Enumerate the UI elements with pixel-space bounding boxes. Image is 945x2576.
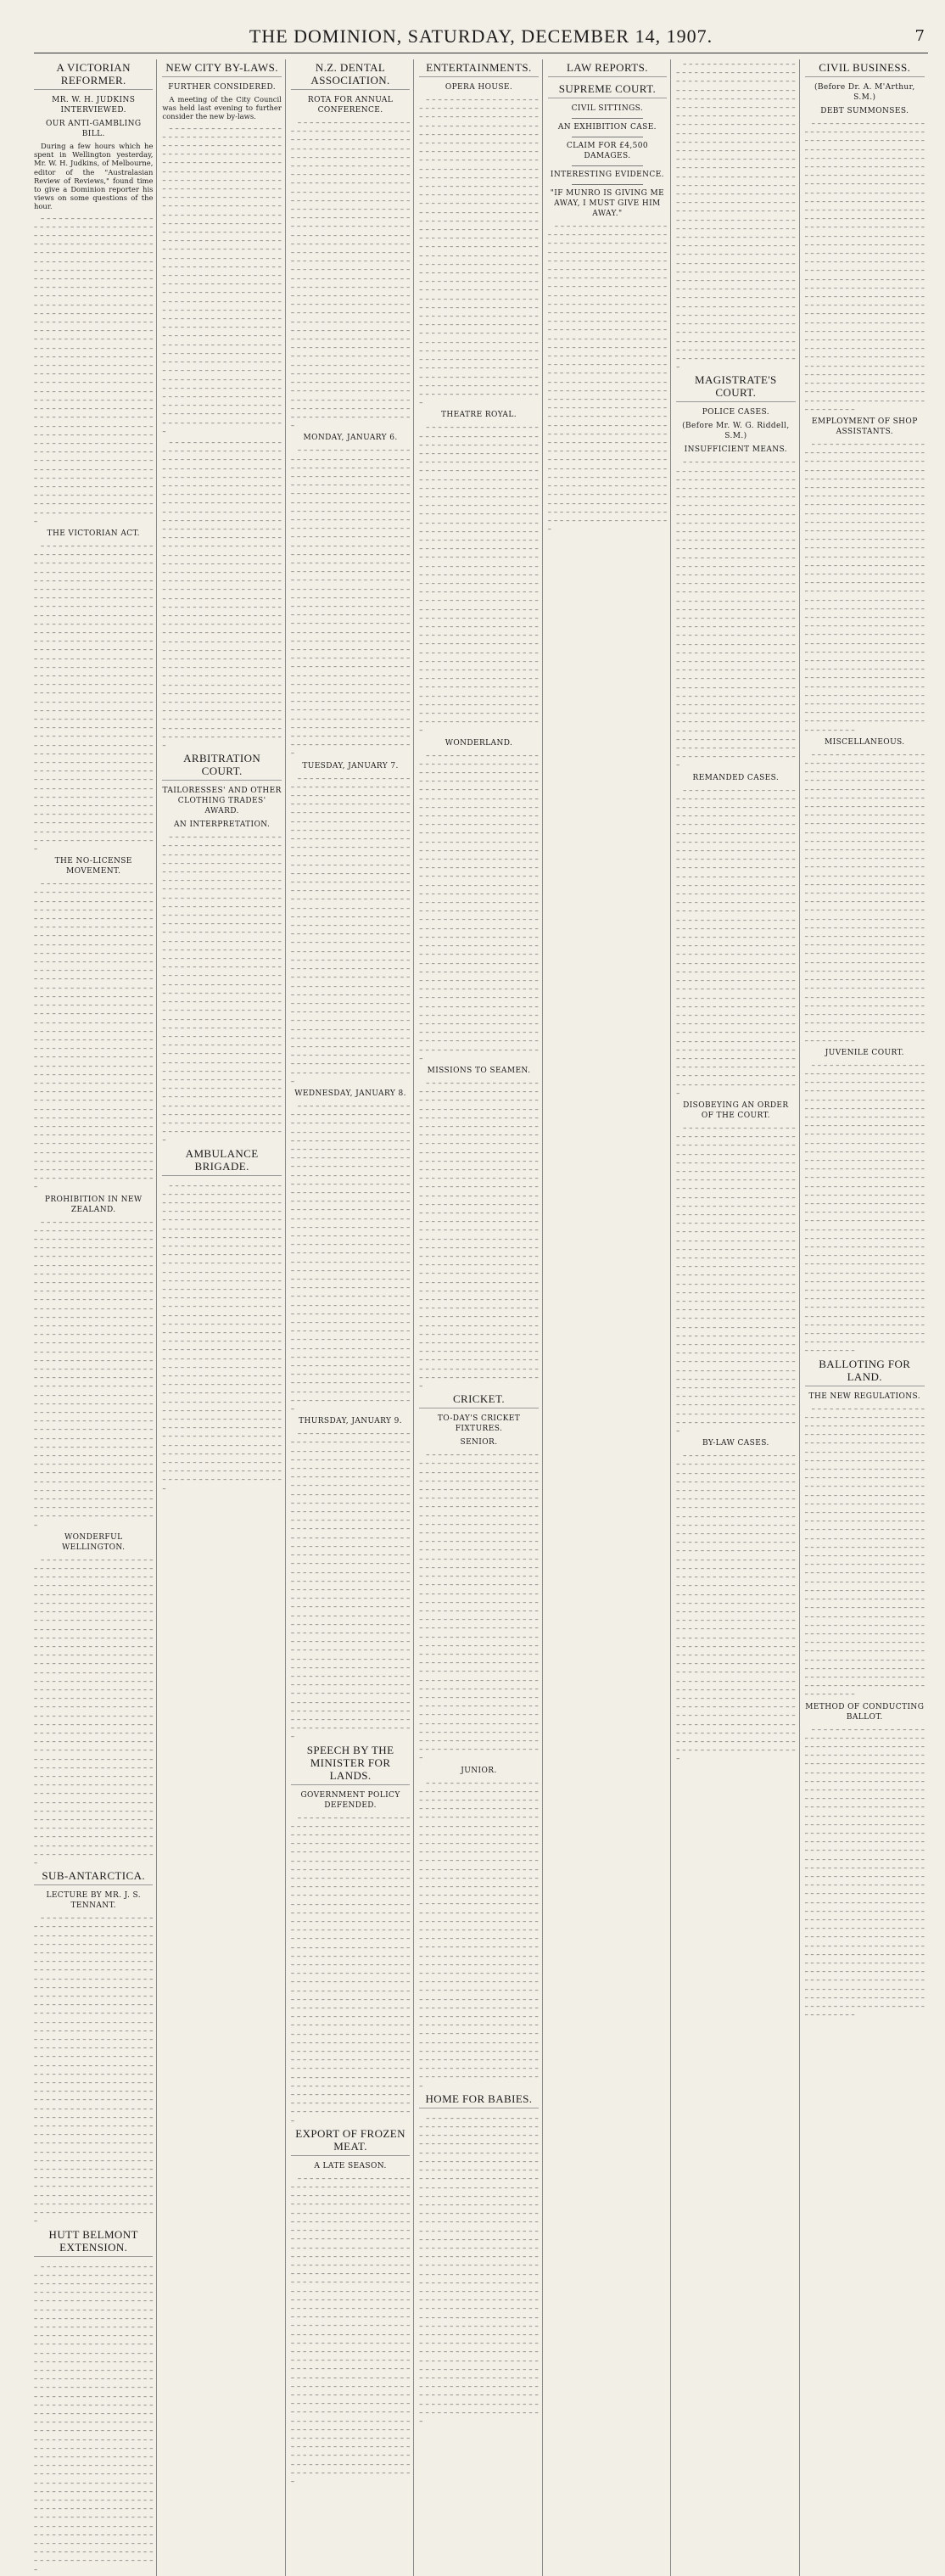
subhead-wonderful-wellington: WONDERFUL WELLINGTON. xyxy=(62,1532,126,1552)
subhead-further-considered: FURTHER CONSIDERED. xyxy=(168,83,277,92)
headline-sub-antarctica: SUB-ANTARCTICA. xyxy=(34,1869,153,1885)
subhead-bylaw-cases: BY-LAW CASES. xyxy=(702,1439,769,1448)
subhead-prohibition: PROHIBITION IN NEW ZEALAND. xyxy=(44,1195,143,1214)
headline-minister-speech: SPEECH BY THE MINISTER FOR LANDS. xyxy=(291,1744,410,1785)
subhead-wednesday: WEDNESDAY, JANUARY 8. xyxy=(294,1089,406,1098)
subhead-civil-sittings: CIVIL SITTINGS. xyxy=(571,104,644,113)
column-1 xyxy=(34,59,157,2576)
headline-home-for-babies: HOME FOR BABIES. xyxy=(419,2092,538,2108)
body-text: – – – – – – – – – – – – – – – – – – – – – – – – – – – – – – – – – – – – – – – – – – – – – – – – – – – – – – – – – – – – – – – – – – – – – – – – – – – – – – – – – – – – – – – – – – – – – – – – – – – – – – – – – – – – – – – – – – – – – – – – – – – – – – – – – – – – – – – – – – – – – – – – – – – – – – – – – – – – – – – – – – – – – – – – – – – – – – – – – – – – – – – – – – – – – – – – – – – – – – – – – – – – – – – – – – – – – – – – – – – – – – – – – – – – – – – – – – – – – – – – – – – – – – – – – – – – – – – – – – – – – – – – – – – – – – – – – – – – – – – – – – – – – – – – – – – – – – – – – – – – – – – – – – – – – – – – – – – – – – – – – – – – – – – – – – – – – – – – – – – – – – – – – – – – – – – – – – – – – – – – – – – – – – – – – – – – – – – – – – – – – – – – – – – – – – – – – – – – – – – – – – – – – – – – – – – – – – – – – – – – – – – – – – – – – – – – – – – – – – – – – – – – – – – – – – – – – – – – – – – – – – – – – – – – – – – – – – – – – – – – – – – – – – – – – – – – – – – – – – – – – – – – – – – – – – – – – – – – – – – – – – – – – – – – – – – – – – – – – – – – – – – – – – – – – – – – – – – – – – – – – – – – – – – – – – – – – – – – – – – – – – – – – – – – – – – – – – – – – – – – – – – – – – – – – – – – – – – – – – – – – – – – – – – – – – – – – – – – – – – – – – – – – – – – – – – – – – – – – – – – – – – – – – – – – – – – – – – – – – – – – – – – – – – – – – – – – – – – – – – – xyxy=(162,832,282,1145)
body-text: – – – – – – – – – – – – – – – – – – – – – – – – – – – – – – – – – – – – – – – – – – – – – – – – – – – – – – – – – – – – – – – – – – – – – – – – – – – – – – – – – – – – – – – – – – – – – – – – – – – – – – – – – – – – – – – – – – – – – – – – – – – – – – – – – – – – – – – – – – – – – – – – – – – – – – – – – – – – – – – – – – – – – – – – – – – – – – – – – – – – – – – – – – – – – – – – – – – – – – – – – – – – – – – – – – – – – – – – – – – – – – – – – – – – – – – – – – – – – – – – – – – – – – – – – – – – – – – – – – – – – – – – – – – – – – – – – – – – – – – – – – – – – – – – – – – – – – – – – – – – – – – – – – – – – – – – – – – – – – – – – – – – – – – – – – – – – – – – – – – – – – – – – – – – – – – – – – – – – – – – – – – – – – – – – – – – – – – – – – – – – – – – – – – – – – – – – – – – – – – – – – – – – – – – – – – – – – – – – – – – – – – – – – – – – – – – – – – – – – – – – – – – – – – – – – – – – – – – – – – – – – – – – – – – – – – – – – – – – – – – – – – – – – – – – – – – – – – – – – – – – – – – – – – – – – – – – – – – – – – – – – – – – – – – – – – – – – – – – – – – – – – – – – – – – – – – – – – – – – – – – – – – – – – – – – – – – – – – – – – – – – – – – – – – – – – – – – – – – – – – – – – – – – – – – – – – – – – – – – – – – – – – – – – – – – – – – – – – – – – – – – – – – – – – – – – – – – – – – – – – – – – – – – – – – – – – – – – – – – – – – – – – – – – – – – – – – – – – – – – – xyxy=(419,95,539,407)
body-text: – – – – – – – – – – – – – – – – – – – – – – – – – – – – – – – – – – – – – – – – – – – – – – – – – – – – – – – – – – – – – – – – – – – – – – – – – – – – – – – – – – – – – – – – – – – – – – – – – – – – – – – – – – – – – – – – – – – – – – – – – – – – – – – – – – – – – – – – – – – – – – – – – – – – – – – – – – – – – – – – – – – – – – – – – – – – – – – – – – – – – – – – – – – – – – – – – – – – – – – – – – – – – – – – – – – – – – – – – – – – – – – – – – – – – – – – – – – – – – – – – – – – – – – – – – – – – – – – – – – – – – – – – – – – – – – – – – – – – – – – – – – – – – – – – – – – – – – – – – – – – – – – – – – – – – – – – – – – – – – – – – – – – – – – – – – – – – – – – – – – – – – – – – – – – – – – – – – – – – – – – – – – – – – – – – – – – – – – – – – – – – – – – – – – – – – – – – – – – – – – – – – – – – – – – – – – – – – – – – – – – – – – – – – – – – – – – – – – – – – – – – – – – – – – – – – – – – – – – – – – – – – – – – – – – – – – – – – – – – – – – – – – – – – – – – – – – – – – – – – – – – – – – – – – – – – – – – – – – – – – – – – – – – – – – – – – – – – – – – – – – – – – – – – – – – – – – – – – – – – – – – – – – – – – – – – – – – – – – – – – – – – – – – – – – – – – – – – – – – – – – – – – – – – – – – – – – – – – – – – – – – – – – – – – – – – – – – – – – – – – – – – – – – – – – – – – – – – – – – – – – – – – – – – – – – – – – – – – – – – – – – – – – – – – – – – – – – – – – – – – xyxy=(804,119,925,413)
subhead-policy-defended: GOVERNMENT POLICY DEFENDED. xyxy=(300,1790,400,1810)
body-text: – – – – – – – – – – – – – – – – – – – – – – – – – – – – – – – – – – – – – – – – – – – – – – – – – – – – – – – – – – – – – – – – – – – – – – – – – – – – – – – – – – – – – – – – – – – – – – – – – – – – – – – – – – – – – – – – – – – – – – – – – – – – – – – – – – – – – – – – – – – – – – – – – – – – – – – – – – – – – – – – – – – – – – – – – – – – – – – – – – – – – – – – – – – – – – – – – – – – – – – – – – – – – – – – – – – – – – – – – – – – – – – – – – – – – – – – – – – – – – – – – – – – – – – – – – – – – – – – – – – – – – – – – – – – – – – – – – – – – – – – – – – – – – – – – – – – – – – – – – – – – – – – – – – – – – – – – – – – – – – – – – – – – – – – – – – – – – – – – – – – – – – – – – – – – – – – – – – – – – – – – – – – – – – – – – – – – – – – – – – – – – – – – – – – – – – – – – – – – – – – – – – – – – – – – – – – – – – – – – – – – – – – – – – – – – – – – – – – – – – – – – – – – – – – – – – – – – – – – – – – – – – – – – – – – – – – – – – – – – – – – – – – – – – – – – – – – – – – – – – – – – – – – – – – – – – – – – – – – – – – – – – – – – – – – – – – – – – – – – – – – – – – – – – – – – – – – – – – – – – – – – – – – – – – – – – – – – – – – – – – – – – – – – – – – – – – – – – – – – – – – – – – – – – – – – – – – – – – – – – – – – – – – – – – – – – – – – – – – – – – – – – – – – – – – – – – – – – – – – – – – – – – – – – – – – – – – – – – – – – – – – – – – – – – – – – – – – – – – – – – xyxy=(34,879,154,1191)
subhead-debt-summonses: DEBT SUMMONSES. xyxy=(820,107,909,115)
headline-entertainments: ENTERTAINMENTS. xyxy=(419,61,538,77)
body-text: – – – – – – – – – – – – – – – – – – – – – – – – – – – – – – – – – – – – – – – – – – – – – – – – – – – – – – – – – – – – – – – – – – – – – – – – – – – – – – – – – – – – – – – – – – – – – – – – – – – – – – – – – – – – – – – – – – – – – – – – – – – – – – – – – – – – – – – – – – – – – – – – – – – – – – – – – – – – – – – – – – – – – – – – – – – – – – – – – – – – – – – – – – – – – – – – – – – – – – – – – – – – – – – – – – – – – – – – – – – – – – – – – – – – – – – – – – – – – – – – – – – – – – – – – – – – – – – – – – – – – – – – – – – – – – – – – – – – – – – – – – – – – – – – – – – – – – – – – – – – – – – – – – – – – – – – – – – – – – – – – – – – – – – – – – – – – – – – – – – – – – – – – – – – – – – – – – – – – – – – – – – – – – – – – – – – – – – – – – – – – – – – – – – – – – – – – – – – – – – – – – – – – – – – – – – – – – – – – – – – – – – – – – – – – – – – – – – – – – – – – – – – – – – – – – – – – – – – – – – – – – – – – – – – – – – – – – – – – – – – – – – – – – – – – – – – – – – – – – – – – – – – – – – – – – – – – – – – – – – – – – – – – – – – – – – – – – – – – – – – – – – – – – – – – – – – – – – – – – – – – – – – – – – – – – – – – – – – – – – – – – – – – – – – – – – – – – – – – – – – – – – – – – – – – – – – – – – – – – – – – – – – – – – – – – – – – – – – – – – – – – – – – – – – – – – – – – – – – – – – – – – – – – – – – – – – – – – – – – – – – – – – – – – – – – – – – – – – – – – – xyxy=(676,785,796,1097)
headline-balloting-for-land: BALLOTING FOR LAND. xyxy=(805,1358,925,1386)
body-text: – – – – – – – – – – – – – – – – – – – – – – – – – – – – – – – – – – – – – – – – – – – – – – – – – – – – – – – – – – – – – – – – – – – – – – – – – – – – – – – – – – – – – – – – – – – – – – – – – – – – – – – – – – – – – – – – – – – – – – – – – – – – – – – – – – – – – – – – – – – – – – – – – – – – – – – – – – – – – – – – – – – – – – – – – – – – – – – – – – – – – – – – – – – – – – – – – – – – – – – – – – – – – – – – – – – – – – – – – – – – – – – – – – – – – – – – – – – – – – – – – – – – – – – – – – – – – – – – – – – – – – – – – – – – – – – – – – – – – – – – – – – – – – – – – – – – – – – – – – – – – – – – – – – – – – – – – – – – – – – – – – – – – – – – – – – – – – – – – – – – – – – – – – – – – – – – – – – – – – – – – – – – – – – – – – – – – – – – – – – – – – – – – – – – – – – – – – – – – – – – – – – – – – – – – – – – – – – – – – – – – – – – – – – – – – – – – – – – – – – – – – – – – – – – – – – – – – – – – – – – – – – – – – – – – – – – – – – – – – – – – – – – – – – – – – – – – – – – – – – – – – – – – – – – – – – – – – – – – – – – – – – – – – – – – – – – – – – – – – – – – – – – – – – – – – – – – – – – – – – – – – – – – – – – – – – – – – – – – – – – – – – – – – – – – – – – – – – – – – – – – – – – – – – – – – – – – – – – – – – – – – – – – – – – – – – – – – – – – – – – – – – – – – – – – – – – – – – – – – – – – – – – – – – – – – – – – – – – – – – – – – – – – – – – – – – – – – – – – – – – xyxy=(804,749,925,1044)
divider xyxy=(572,165,643,166)
body-text: – – – – – – – – – – – – – – – – – – – – – – – – – – – – – – – – – – – – – – – – – – – – – – – – – – – – – – – – – – – – – – – – – – – – – – – – – – – – – – – – – – – – – – – – – – – – – – – – – – – – – – – – – – – – – – – – – – – – – – – – – – – – – – – – – – – – – – – – – – – – – – – – – – – – – – – – – – – – – – – – – – – – – – – – – – – – – – – – – – – – – – – – – – – – – – – – – – – – – – – – – – – – – – – – – – – – – – – – – – – – – – – – – – – – – – – – – – – – – – – – – – – – – – – – – – – – – – – – – – – – – – – – – – – – – – – – – – – – – – – – – – – – – – – – – – – – – – – – – – – – – – – – – – – – – – – – – – – – – – – – – – – – – – – – – – – – – – – – – – – – – – – – – – – – – – – – – – – – – – – – – – – – – – – – – – – – – – – – – – – – – – – – – – – – – – – – – – – – – – – – – – – – – – – – – – – – – – – – – – – – – – – – – – – – – – – – – – – – – – – – – – – – – – – – – – – – – – – – – – – – – – – – – – – – – – – – – – – – – – – – – – – – – – – – – – – – – – – – – – – – – – – – – – – – – – – – – – – – – – – – – – – – – – – – – – – – – – – – – – – – – – – – – – – – – – – – – – – – – – – – – – – – – – – – – – – – – – – – – – – – – – – – – – – – – – – – – – – – – – – – – – – – – – – – – – – – – – – – – – – – – – – – – – – – – – – – – – – – – – – – – – – – – – – – – – – – – – – – – – – – – – – – – – – – – – – – – – – – – – – – – – – – – – – – – – – – – – – – – – – – xyxy=(676,59,796,372)
subhead-disobeying-order: DISOBEYING AN ORDER OF THE COURT. xyxy=(683,1100,789,1120)
body-text: – – – – – – – – – – – – – – – – – – – – – – – – – – – – – – – – – – – – – – – – – – – – – – – – – – – – – – – – – – – – – – – – – – – – – – – – – – – – – – – – – – – – – – – – – – – – – – – – – – – – – – – – – – – – – – – – – – – – – – – – – – – – – – – – – – – – – – – – – – – – – – – – – – – – – – – – – – – – – – – – – – – – – – – – – – – – – – – – – – – – – – – – – – – – – – – – – – – – – – – – – – – – – – – – – – – – – – – – – – – – – – – – – – – – – – – – – – – – – – – – – – – – – – – – – – – – – – – – – – – – – – – – – – – – – – – – – – – – – – – – – – – – – – – – – – – – – – – – – – – – – – – – – – – – – – – – – – – – – – – – – – – – – – – – – – – – – – – – – – – – – – – – – – – – – – – – – – – – – – – – – – – – – – – – – – – – – – – – – – – – – – – – – – – – – – – – – – – – – – – – – – – – – – – – – – – – – – – – – – – – – – – – – – – – – – – – – – – – – – – – – – – – – – – – – – – – – – – – – – – – – – – – – – – – – – – – – – – – – – – – – – – – – – – – – – – – – – – – – – – – – – – – – – – – – – – – – – – – – – – – – – – – – – – – – – – – – – – – – – – – – – – – – – – – – – – – – – – – – – – – – – – – – – – – – – – – – – – – – – – – – – – – – – – – – – – – – – – – – – – – – – – – – – – – – – – – – – – – – – – – – – – – – – – – – – – – – – – – – – – – – – – – – – – – – – – – – – – – – – – – – – – – – – – – – – – – – – – – – – – – – – – – – – – – – – – – – – – – – – – – xyxy=(34,1554,154,1867)
subhead-opera-house: OPERA HOUSE. xyxy=(445,83,513,92)
body-text: – – – – – – – – – – – – – – – – – – – – – – – – – – – – – – – – – – – – – – – – – – – – – – – – – – – – – – – – – – – – – – – – – – – – – – – – – – – – – – – – – – – – – – – – – – – – – – – – – – – – – – – – – – – – – – – – – – – – – – – – – – – – – – – – – – – – – – – – – – – – – – – – – – – – – – – – – – – – – – – – – – – – – – – – – – – – – – – – – – – – – – – – – – – – – – – – – – – – – – – – – – – – – – – – – – – – – – – – – – – – – – – – – – – – – – – – – – – – – – – – – – – – – – – – – – – – – – – – – – – – – – – – – – – – – – – – – – – – – – – – – – – – – – – – – – – – – – – – – – – – – – – – – – – – – – – – – – – – – – – – – – – – – – – – – – – – – – – – – – – – – – – – – – – – – – – – – – – – – – – – – – – – – – – – – – – – – – – – – – – – – – – – – – – – – – – – – – – – – – – – – – – – – – – – – – – – – – – – – – – – – – – – – – – – – – – – – – – – – – – – – – – – – – – – – – – – – – – – – – – – – – – – – – – – – – – – – – – – – – – – – – – – – – – – – – – – – – – – – – – – – – – – – – – – – – – – – – – – – – – – – – – – – – – – – – – – – – – – – – – – – – – – – – – – – – – – – – – – – – – – – – – – – – – – – – – – – – – – – – – – – – – – – – – – – – – – – – – – – – – – – – – – – – – – – – – – – – – – – – – – – – – – – – – – – – – – – – – – – – – – – – – – – – – – – – – – – – – – – – – – – – – – – – – – – – – – – – – – – – – – – – – – – – – – – – – – – – – – – – – – xyxy=(419,1078,539,1391)
subhead-munro-quote: "IF MUNRO IS GIVING ME AWAY, I MUST GIVE HIM AWAY." xyxy=(550,189,665,218)
subhead-victorian-act: THE VICTORIAN ACT. xyxy=(47,529,140,538)
body-text: – – – – – – – – – – – – – – – – – – – – – – – – – – – – – – – – – – – – – – – – – – – – – – – – – – – – – – – – – – – – – – – – – – – – – – – – – – – – – – – – – – – – – – – – – – – – – – – – – – – – – – – – – – – – – – – – – – – – – – – – – – – – – – – – – – – – – – – – – – – – – – – – – – – – – – – – – – – – – – – – – – – – – – – – – – – – – – – – – – – – – – – – – – – – – – – – – – – – – – – – – – – – – – – – – – – – – – – – – – – – – – – – – – – – – – – – – – – – – – – – – – – – – – – – – – – – – – – – – – – – – – – – – – – – – – – – – – – – – – – – – – – – – – – – – – – – – – – – – – – – – – – – – – – – – – – – – – – – – – – – – – – – – – – – – – – – – – – – – – – – – – – – – – – – – – – – – – – – – – – – – – – – – – – – – – – – – – – – – – – – – – – – – – – – – – – – – – – – – – – – – – – – – – – – – – – – – – – – – – – – – – – – – – – – – – – – – – – – – – – – – – – – – – – – – – – – – – – – – – – – – – – – – – – – – – – – – – – – – – – – – – – – – – – – – – – – – – – – – – – – – – – – – – – – – – – – – – – – – – – – – – – – – – – – – – – – – – – – – – – – – – – – – – – – – – – – – – – – – – – – – – – – – – – – – – – – – – – – – – – – – – – – – – – – – – – – – – – – – – – – – – – – – – – – – – – – – – – – – – – – – – – – – – – – – – – – – – – – – – – – – – – – – – – – – – – – – – – – – – – – – – – – – – – – – – – – – – – – – – – – – – – – – – – – – – – – – – – – – – – – xyxy=(804,1403,925,1699)
headline-city-bylaws: NEW CITY BY-LAWS. xyxy=(162,61,281,77)
subhead-interpretation: AN INTERPRETATION. xyxy=(174,820,271,830)
subhead-monday: MONDAY, JANUARY 6. xyxy=(303,434,398,443)
body-text: – – – – – – – – – – – – – – – – – – – – – – – – – – – – – – – – – – – – – – – – – – – – – – – – – – – – – – – – – – – – – – – – – – – – – – – – – – – – – – – – – – – – – – – – – – – – – – – – – – – – – – – – – – – – – – – – – – – – – – – – – – – – – – – – – – – – – – – – – – – – – – – – – – – – – – – – – – – – – – – – – – – – – – – – – – – – – – – – – – – – – – – – – – – – – – – – – – – – – – – – – – – – – – – – – – – – – – – – – – – – – – – – – – – – – – – – – – – – – – – – – – – – – – – – – – – – – – – – – – – – – – – – – – – – – – – – – – – – – – – – – – – – – – – – – – – – – – – – – – – – – – – – – – – – – – – – – – – – – – – – – – – – – – – – – – – – – – – – – – – – – – – – – – – – – – – – – – – – – – – – – – – – – – – – – – – – – – – – – – – – – – – – – – – – – – – – – – – – – – – – – – – – – – – – – – – – – – – – – – – – – – – – – – – – – – – – – – – – – – – – – – – – – – – – – – – – – – – – – – – – – – – – – – – – – – – – – – – – – – – – – – – – – – – – – – – – – – – – – – – – – – – – – – – – – – – – – – – – – – – – – – – – – – – – – – – – – – – – – – – – – – – – – – – – – – – – – – – – – – – – – – – – – – – – – – – – – – – – – – – – – – – – – – – – – – – – – – – – – – – – – – – – – – – – – – – – – – – – – – – – – – – – – – – – – – – – – – – – – – – – – – – – – – – – – – – – – – – – – – – – – – – – – – – – – – – – – – – – – – – – – – – – – – – – – – – – – – – – – – – – xyxy=(804,1724,925,2019)
subhead-rota: ROTA FOR ANNUAL CONFERENCE. xyxy=(307,96,394,115)
subhead-junior: JUNIOR. xyxy=(461,1766,497,1775)
subhead-thursday: THURSDAY, JANUARY 9. xyxy=(299,1417,403,1426)
headline-ambulance-brigade: AMBULANCE BRIGADE. xyxy=(162,1147,281,1176)
body-text: – – – – – – – – – – – – – – – – – – – – – – – – – – – – – – – – – – – – – – – – – – – – – – – – – – – – – – – – – – – – – – – – – – – – – – – – – – – – – – – – – – – – – – – – – – – – – – – – – – – – – – – – – – – – – – – – – – – – – – – – – – – – – – – – – – – – – – – – – – – – – – – – – – – – – – – – – – – – – – – – – – – – – – – – – – – – – – – – – – – – – – – – – – – – – – – – – – – – – – – – – – – – – – – – – – – – – – – – – – – – – – – – – – – – – – – – – – – – – – – – – – – – – – – – – – – – – – – – – – – – – – – – – – – – – – – – – – – – – – – – – – – – – – – – – – – – – – – – – – – – – – – – – – – – – – – – – – – – – – – – – – – – – – – – – – – – – – – – – – – – – – – – – – – – – – – – – – – – – – – – – – – – – – – – – – – – – – – – – – – – – – – – – – – – – – – – – – – – – – – – – – – – – – – – – – – – – – – – – – – – – – – – – – – – – – – – – – – – – – – – – – – – – – – – – – – – – – – – – – – – – – – – – – – – – – – – – – – – – – – – – – – – – – – – – – – – – – – – – – – – – – – – – – – – – – – – – – – – – – – – – – – – – – – – – – – – – – – – – – – – – – – – – – – – – – – – – – – – – – – – – – – – – – – – – – – – – – – – – – – – – – – – – – – – – – – – – – – – – – – – – – – – – – – – – – – – – – – – – – – – – – – – – – – – – – – – – – – – – – – – – – – – – – – – – – – – – – – – – – – – – – – – – – – – – – – – – – – – – – – – – – – – – – – – – – – – – – – – – – – – xyxy=(804,439,925,734)
subhead-ballot-method: METHOD OF CONDUCTING BALLOT. xyxy=(805,1702,925,1722)
subhead-lecture: LECTURE BY MR. J. S. TENNANT. xyxy=(46,1891,141,1911)
subhead-before-magistrate: (Before Dr. A. M'Arthur, S.M.) xyxy=(814,83,915,102)
body-text: – – – – – – – – – – – – – – – – – – – – – – – – – – – – – – – – – – – – – – – – – – – – – – – – – – – – – – – – – – – – – – – – – – – – – – – – – – – – – – – – – – – – – – – – – – – – – – – – – – – – – – – – – – – – – – – – – – – – – – – – – – – – – – – – – – – – – – – – – – – – – – – – – – – – – – – – – – – – – – – – – – – – – – – – – – – – – – – – – – – – – – – – – – – – – – – – – – – – – – – – – – – – – – – – – – – – – – – – – – – – – – – – – – – – – – – – – – – – – – – – – – – – – – – – – – – – – – – – – – – – – – – – – – – – – – – – – – – – – – – – – – – – – – – – – – – – – – – – – – – – – – – – – – – – – – – – – – – – – – – – – – – – – – – – – – – – – – – – – – – – – – – – – – – – – – – – – – – – – – – – – – – – – – – – – – – – – – – – – – – – – – – – – – – – – – – – – – – – – – – – – – – – – – – – – – – – – – – – – – – – – – – – – – – – – – – – – – – – – – – – – – – – – – – – – – – – – – – – – – – – – – – – – – – – – – – – – – – – – – – – – – – – – – – – – – – – – – – – – – – – – – – – – – – – – – – – – – – – – – – – – – – – – – – – – – – – – – – – – – – – – – – – – – – – – – – – – – – – – – – – – – – – – – – – – – – – – – – – – – – – – – – – – – – – – – – – – – – – – – – – – – – – – – – – – – – – – – – – – – – – – – – – – – – – – – – – – – – – – – – – – – – – – – – – – – – – – – – – – – – – – – – – – – – – – – – – – – – – – – – – – – – – – – – – – – – – – – – – – – – – xyxy=(547,221,668,534)
article-intro: During a few hours which he spent in Wellington yesterday, Mr. W. H. Judkins, of Melbourne, editor of the "Australasian Review of Reviews," found time to give a Dominion reporter his views on some questions of the hour. xyxy=(34,142,154,211)
body-text: – – – – – – – – – – – – – – – – – – – – – – – – – – – – – – – – – – – – – – – – – – – – – – – – – – – – – – – – – – – – – – – – – – – – – – – – – – – – – – – – – – – – – – – – – – – – – – – – – – – – – – – – – – – – – – – – – – – – – – – – – – – – – – – – – – – – – – – – – – – – – – – – – – – – – – – – – – – – – – – – – – – – – – – – – – – – – – – – – – – – – – – – – – – – – – – – – – – – – – – – – – – – – – – – – – – – – – – – – – – – – – – – – – – – – – – – – – – – – – – – – – – – – – – – – – – – – – – – – – – – – – – – – – – – – – – – – – – – – – – – – – – – – – – – – – – – – – – – – – – – – – – – – – – – – – – – – – – – – – – – – – – – – – – – – – – – – – – – – – – – – – – – – – – – – – – – – – – – – – – – – – – – – – – – – – – – – – – – – – – – – – – – – – – – – – – – – – – – – – – – – – – – – – – – – – – – – – – – – – – – – – – – – – – – – – – – – – – – – – – – – – – – – – – – – – – – – – – – – – – – – – – – – – – – – – – – – – – – – – – – – – – – – – – – – – – – – – – – – – – – – – – – – – – – – – – – – – – – – – – – – – – – – – – – – – – – – – – – – – – – – – – – – – – – – – – – – – – – – – – – – – – – – – – – – – – – – – – – – – – – – – – – – – – – – – – – – – – – – – – – – – – – – – – – – – – – – – – – – – – – – – – – – – – – – – – – – – – – – – – – – – – – – – – – – – – – – – – – – – – – – – – – – – – – – – – – – – – – – – – – – – – – – – – – – – – – – – – – – – – – xyxy=(676,1451,796,1763)
subhead-miscellaneous: MISCELLANEOUS. xyxy=(825,737,905,747)
body-text: – – – – – – – – – – – – – – – – – – – – – – – – – – – – – – – – – – – – – – – – – – – – – – – – – – – – – – – – – – – – – – – – – – – – – – – – – – – – – – – – – – – – – – – – – – – – – – – – – – – – – – – – – – – – – – – – – – – – – – – – – – – – – – – – – – – – – – – – – – – – – – – – – – – – – – – – – – – – – – – – – – – – – – – – – – – – – – – – – – – – – – – – – – – – – – – – – – – – – – – – – – – – – – – – – – – – – – – – – – – – – – – – – – – – – – – – – – – – – – – – – – – – – – – – – – – – – – – – – – – – – – – – – – – – – – – – – – – – – – – – – – – – – – – – – – – – – – – – – – – – – – – – – – – – – – – – – – – – – – – – – – – – – – – – – – – – – – – – – – – – – – – – – – – – – – – – – – – – – – – – – – – – – – – – – – – – – – – – – – – – – – – – – – – – – – – – – – – – – – – – – – – – – – – – – – – – – – – – – – – – – – – – – – – – – – – – – – – – – – – – – – – – – – – – – – – – – – – – – – – – – – – – – – – – – – – – – – – – – – – – – – – – – – – – – – – – – – – – – – – – – – – – – – – – – – – – – – – – – – – – – – – – – – – – – – – – – – – – – – – – – – – – – – – – – – – – – – – – – – – – – – – – – – – – – – – – – – – – – – – – – – – – – – – – – – – – – – – – – – – – – – – – – – – – – – – – – – – – – – – – – – – – – – – – – – – – – – – – – – – – – – – – – – – – – – – – – – – – – – – – – – – – – – – – – – – – – – – – – – – – – – – – – – – – – – – – – – – – – – – – xyxy=(290,773,411,1085)
subhead-tailoresses: TAILORESSES' AND OTHER CLOTHING TRADES' AWARD. xyxy=(162,787,282,816)
subhead-exhibition-case: AN EXHIBITION CASE. xyxy=(557,123,657,132)
body-text: – – – – – – – – – – – – – – – – – – – – – – – – – – – – – – – – – – – – – – – – – – – – – – – – – – – – – – – – – – – – – – – – – – – – – – – – – – – – – – – – – – – – – – – – – – – – – – – – – – – – – – – – – – – – – – – – – – – – – – – – – – – – – – – – – – – – – – – – – – – – – – – – – – – – – – – – – – – – – – – – – – – – – – – – – – – – – – – – – – – – – – – – – – – – – – – – – – – – – – – – – – – – – – – – – – – – – – – – – – – – – – – – – – – – – – – – – – – – – – – – – – – – – – – – – – – – – – – – – – – – – – – – – – – – – – – – – – – – – – – – – – – – – – – – – – – – – – – – – – – – – – – – – – – – – – – – – – – – – – – – – – – – – – – – – – – – – – – – – – – – – – – – – – – – – – – – – – – – – – – – – – – – – – – – – – – – – – – – – – – – – – – – – – – – – – – – – – – – – – – – – – – – – – – – – – – – – – – – – – – – – – – – – – – – – – – – – – – – – – – – – – – – – – – – – – – – – – – – – – – – – – – – – – – – – – – – – – – – – – – – – – – – – – – – – – – – – – – – – – – – – – – – – – – – – – – – – – – – – – – – – – – – – – – – – – – – – – – – – – – – – – – – – – – – – – – – – – – – – – – – – – – – – – – – – – – – – – – – – – – – – – – – – – – – – – – – – – – – – – – – – – – – – – – – – – – – – – – – – – – – – – – – – – – – – – – – – – – – – – – – – – – – – – – – – – – – – – – – – – – – – – – – – – – – – – – – – – – – – – – – – – – – – – – – – – – – – – – – – – – – xyxy=(419,750,539,1062)
subhead-anti-gambling: OUR ANTI-GAMBLING BILL. xyxy=(45,120,142,138)
headline-victorian-reformer: A VICTORIAN REFORMER. xyxy=(34,61,153,90)
body-text: – – – – – – – – – – – – – – – – – – – – – – – – – – – – – – – – – – – – – – – – – – – – – – – – – – – – – – – – – – – – – – – – – – – – – – – – – – – – – – – – – – – – – – – – – – – – – – – – – – – – – – – – – – – – – – – – – – – – – – – – – – – – – – – – – – – – – – – – – – – – – – – – – – – – – – – – – – – – – – – – – – – – – – – – – – – – – – – – – – – – – – – – – – – – – – – – – – – – – – – – – – – – – – – – – – – – – – – – – – – – – – – – – – – – – – – – – – – – – – – – – – – – – – – – – – – – – – – – – – – – – – – – – – – – – – – – – – – – – – – – – – – – – – – – – – – – – – – – – – – – – – – – – – – – – – – – – – – – – – – – – – – – – – – – – – – – – – – – – – – – – – – – – – – – – – – – – – – – – – – – – – – – – – – – – – – – – – – – – – – – – – – – – – – – – – – – – – – – – – – – – – – – – – – – – – – – – – – – – – – – – – – – – – – – – – – – – – – – – – – – – – – – – – – – – – – – – – – – – – – – – – – – – – – – – – – – – – – – – – – – – – – – – – – – – – – – – – – – – – – – – – – – – – – – – – – – – – – – – – – – – – – – – – – – – – – – – – – – – – – – – – – – – – – – – – – – – – – – – – – – – – – – – – – – – – – – – – – – – – – – – – – – – – – – – – – – – – – – – – – – – – – – – – – – – – – – – – – – – – – – – – – – – – – – – – – – – – – – – – – – – – – – – – – – – – – – – – – – – – – – – – – – – – – – – – – – – – – – – – – – – – – – – – – – – – – – – – – – – – – – xyxy=(290,118,411,430)
headline-frozen-meat: EXPORT OF FROZEN MEAT. xyxy=(291,2127,410,2156)
subhead-claim: CLAIM FOR £4,500 DAMAGES. xyxy=(566,142,648,160)
headline-civil-business: CIVIL BUSINESS. xyxy=(805,61,925,77)
subhead-new-regulations: THE NEW REGULATIONS. xyxy=(808,1392,921,1401)
body-text: – – – – – – – – – – – – – – – – – – – – – – – – – – – – – – – – – – – – – – – – – – – – – – – – – – – – – – – – – – – – – – – – – – – – – – – – – – – – – – – – – – – – – – – – – – – – – – – – – – – – – – – – – – – – – – – – – – – – – – – – – – – – – – – – – – – – – – – – – – – – – – – – – – – – – – – – – – – – – – – – – – – – – – – – – – – – – – – – – – – – – – – – – – – – – – – – – – – – – – – – – – – – – – – – – – – – – – – – – – – – – – – – – – – – – – – – – – – – – – – – – – – – – – – – – – – – – – – – – – – – – – – – – – – – – – – – – – – – – – – – – – – – – – – – – – – – – – – – – – – – – – – – – – – – – – – – – – – – – – – – – – – – – – – – – – – – – – – – – – – – – – – – – – – – – – – – – – – – – – – – – – – – – – – – – – – – – – – – – – – – – – – – – – – – – – – – – – – – – – – – – – – – – – – – – – – – – – – – – – – – – – – – – – – – – – – – – – – – – – – – – – – – – – – – – – – – – – – – – – – – – – – – – – – – – – – – – – – – – – – – – – – – – – – – – – – – – – – – – – – – – – – – – – – – – – – – – – – – – – – – – – – – – – – – – – – – – – – – – – – – – – – – – – – – – – – – – – – – – – – – – – – – – – – – – – – – – – – – – – – – – – – – – – – – – – – – – – – – – – – – – – – – – – – – – – – – – – – – – – – – – – – – – – – – – – – – – – – – – – – – – – – – – – – – – – – – – – – – – – – – – – – – – – – – – – – – – – – – – – – – – – – – – – – – – – – – – – – – – – – – xyxy=(162,123,282,435)
column-6 xyxy=(676,59,799,2576)
subhead-juvenile-court: JUVENILE COURT. xyxy=(825,1048,904,1057)
column-5 xyxy=(548,59,671,2576)
subhead-shop-assistants: EMPLOYMENT OF SHOP ASSISTANTS. xyxy=(811,417,918,436)
subhead-evidence: INTERESTING EVIDENCE. xyxy=(550,171,664,179)
column-4 xyxy=(419,59,542,2576)
subhead-wonderland: WONDERLAND. xyxy=(445,738,513,748)
article-intro: A meeting of the City Council was held last evening to further consider the new by-laws. xyxy=(162,95,282,121)
headline-magistrates-court: MAGISTRATE'S COURT. xyxy=(676,373,795,402)
subhead-missions: MISSIONS TO SEAMEN. xyxy=(427,1066,531,1075)
column-2 xyxy=(162,59,285,2576)
body-text: – – – – – – – – – – – – – – – – – – – – – – – – – – – – – – – – – – – – – – – – – – – – – – – – – – – – – – – – – – – – – – – – – – – – – – – – – – – – – – – – – – – – – – – – – – – – – – – – – – – – – – – – – – – – – – – – – – – – – – – – – – – – – – – – – – – – – – – – – – – – – – – – – – – – – – – – – – – – – – – – – – – – – – – – – – – – – – – – – – – – – – – – – – – – – – – – – – – – – – – – – – – – – – – – – – – – – – – – – – – – – – – – – – – – – – – – – – – – – – – – – – – – – – – – – – – – – – – – – – – – – – – – – – – – – – – – – – – – – – – – – – – – – – – – – – – – – – – – – – – – – – – – – – – – – – – – – – – – – – – – – – – – – – – – – – – – – – – – – – – – – – – – – – – – – – – – – – – – – – – – – – – – – – – – – – – – – – – – – – – – – – – – – – – – – – – – – – – – – – – – – – – – – – – – – – – – – – – – – – – – – – – – – – – – – – – – – – – – – – – – – – – – – – – – – – – – – – – – – – – – – – – – – – – – – – – – – – – – – – – – – – – – – – – – – – – – – – – – – – – – – – – – – – – – – – – – – – – – – – – – – – – – – – – – – – – – – – – – – – – – – – – – – – – – – – – – – – – – – – – – – – – – – – – – – – – – – – – – – – – – – – – – – – – – – – – – – – – – – – – – – – – – – – – – – – – – – – – – – – – – – – – – – – – – – – – – – – – – – – – – – – – – – – – – – – – – – – – – – – – – – – – – – – – – – – – – – – – – – – – – – – – – – – – – – – – – – – – – – – – – xyxy=(34,1913,154,2226)
body-text: – – – – – – – – – – – – – – – – – – – – – – – – – – – – – – – – – – – – – – – – – – – – – – – – – – – – – – – – – – – – – – – – – – – – – – – – – – – – – – – – – – – – – – – – – – – – – – – – – – – – – – – – – – – – – – – – – – – – – – – – – – – – – – – – – – – – – – – – – – – – – – – – – – – – – – – – – – – – – – – – – – – – – – – – – – – – – – – – – – – – – – – – – – – – – – – – – – – – – – – – – – – – – – – – – – – – – – – – – – – – – – – – – – – – – – – – – – – – – – – – – – – – – – – – – – – – – – – – – – – – – – – – – – – – – – – – – – – – – – – – – – – – – – – – – – – – – – – – – – – – – – – – – – – – – – – – – – – – – – – – – – – – – – – – – – – – – – – – – – – – – – – – – – – – – – – – – – – – – – – – – – – – – – – – – – – – – – – – – – – – – – – – – – – – – – – – – – – – – – – – – – – – – – – – – – – – – – – – – – – – – – – – – – – – – – – – – – – – – – – – – – – – – – – – – – – – – – – – – – – – – – – – – – – – – – – – – – – – – – – – – – – – – – – – – – – – – – – – – – – – – – – – – – – – – – – – – – – – – – – – – – – – – – – – – – – – – – – – – – – – – – – – – – – – – – – – – – – – – – – – – – – – – – – – – – – – – – – – – – – – – – – – – – – – – – – – – – – – – – – – – – – – – – – – – – – – – – – – – – – – – – – – – – – – – – – – – – – – – – – – – – – – – – – – – – – – – – – – – – – – – – – – – – – – – – – – – – – – – – – – – – – – – – – – – – – – – – – – – – – – xyxy=(804,1060,925,1355)
subhead-police-cases: POLICE CASES. xyxy=(702,408,769,417)
subhead-senior: SENIOR. xyxy=(460,1438,498,1448)
column-7 xyxy=(805,59,928,2576)
body-text: – – – – – – – – – – – – – – – – – – – – – – – – – – – – – – – – – – – – – – – – – – – – – – – – – – – – – – – – – – – – – – – – – – – – – – – – – – – – – – – – – – – – – – – – – – – – – – – – – – – – – – – – – – – – – – – – – – – – – – – – – – – – – – – – – – – – – – – – – – – – – – – – – – – – – – – – – – – – – – – – – – – – – – – – – – – – – – – – – – – – – – – – – – – – – – – – – – – – – – – – – – – – – – – – – – – – – – – – – – – – – – – – – – – – – – – – – – – – – – – – – – – – – – – – – – – – – – – – – – – – – – – – – – – – – – – – – – – – – – – – – – – – – – – – – – – – – – – – – – – – – – – – – – – – – – – – – – – – – – – – – – – – – – – – – – – – – – – – – – – – – – – – – – – – – – – – – – – – – – – – – – – – – – – – – – – – – – – – – – – – – – – – – – – – – – – – – – – – – – – – – – – – – – – – – – – – – – – – – – – – – – – – – – – – – – – – – – – – – – – – – – – – – – – – – – – – – – – – – – – – – – – – – – – – – – – – – – – – – – – – – – – – – – – – – – – – – – – – – – – – – – – – – – – – – – – – – – – – – – – – – – – – – – – – – – – – – – – – – – – – – – – – – – – – – – – – – – – – – – – – – – – – – – – – – – – – – – – – – – – – – – – – – – – – – – – – – – – – – – – – – – – – – – – – – – – – – – – – – – – – – – – – – – – – – – – – – – – – – – – – – – – – – – – – – – – – – – – – – – – – – – – – – – – – – – – – – – – – – – – – – – – – – – – – – – – – – – – – – – – – xyxy=(290,1100,411,1414)
subhead-late-season: A LATE SEASON. xyxy=(314,2161,387,2170)
body-text: – – – – – – – – – – – – – – – – – – – – – – – – – – – – – – – – – – – – – – – – – – – – – – – – – – – – – – – – – – – – – – – – – – – – – – – – – – – – – – – – – – – – – – – – – – – – – – – – – – – – – – – – – – – – – – – – – – – – – – – – – – – – – – – – – – – – – – – – – – – – – – – – – – – – – – – – – – – – – – – – – – – – – – – – – – – – – – – – – – – – – – – – – – – – – – – – – – – – – – – – – – – – – – – – – – – – – – – – – – – – – – – – – – – – – – – – – – – – – – – – – – – – – – – – – – – – – – – – – – – – – – – – – – – – – – – – – – – – – – – – – – – – – – – – – – – – – – – – – – – – – – – – – – – – – – – – – – – – – – – – – – – – – – – – – – – – – – – – – – – – – – – – – – – – – – – – – – – – – – – – – – – – – – – – – – – – – – – – – – – – – – – – – – – – – – – – – – – – – – – – – – – – – – – – – – – – – – – – – – – – – – – – – – – – – – – – – – – – – – – – – – – – – – – – – – – – – – – – – – – – – – – – – – – – – – – – – – – – – – – – – – – – – – – – – – – – – – – – – – – – – – – – – – – – – – – – – – – – – – – – – – – – – – – – – – – – – – – – – – – – – – – – – – – – – – – – – – – – – – – – – – – – – – – – – – – – – – – – – – – – – – – – – – – – – – – – – – – – – – – – – – – – – – – – – – – – – – – – – – – – – – – – – – – – – – – – – – – – – – – – – – – – – – – – – – – – – – – – – – – – – – – – – – – – – – – – – – – – – – – – – – – – – – – – – – – – – – – – – – – – xyxy=(290,1812,411,2125)
masthead xyxy=(34,25,928,53)
subhead-theatre-royal: THEATRE ROYAL. xyxy=(441,411,517,420)
body-text: – – – – – – – – – – – – – – – – – – – – – – – – – – – – – – – – – – – – – – – – – – – – – – – – – – – – – – – – – – – – – – – – – – – – – – – – – – – – – – – – – – – – – – – – – – – – – – – – – – – – – – – – – – – – – – – – – – – – – – – – – – – – – – – – – – – – – – – – – – – – – – – – – – – – – – – – – – – – – – – – – – – – – – – – – – – – – – – – – – – – – – – – – – – – – – – – – – – – – – – – – – – – – – – – – – – – – – – – – – – – – – – – – – – – – – – – – – – – – – – – – – – – – – – – – – – – – – – – – – – – – – – – – – – – – – – – – – – – – – – – – – – – – – – – – – – – – – – – – – – – – – – – – – – – – – – – – – – – – – – – – – – – – – – – – – – – – – – – – – – – – – – – – – – – – – – – – – – – – – – – – – – – – – – – – – – – – – – – – – – – – – – – – – – – – – – – – – – – – – – – – – – – – – – – – – – – – – – – – – – – – – – – – – – – – – – – – – – – – – – – – – – – – – – – – – – – – – – – – – – – – – – – – – – – – – – – – – – – – – – – – – – – – – – – – – – – – – – – – – – – – – – – – – – – – – – – – – – – – – – – – – – – – – – – – – – – – – – – – – – – – – – – – – – – – – – – – – – – – – – – – – – – – – – – – – – – – – – – – – – – – – – – – – – – – – – – – – – – – – – – – – – – – – – – – – – – – – – – – – – – – – – – – – – – – – – – – – – – – – – – – – – – – – – – – – – – – – – – – – – – – – – – – – – – – – – – – – – – – – – – – – – – – – – – – – – – – – – – – – – – xyxy=(34,1217,154,1529)
body-text: – – – – – – – – – – – – – – – – – – – – – – – – – – – – – – – – – – – – – – – – – – – – – – – – – – – – – – – – – – – – – – – – – – – – – – – – – – – – – – – – – – – – – – – – – – – – – – – – – – – – – – – – – – – – – – – – – – – – – – – – – – – – – – – – – – – – – – – – – – – – – – – – – – – – – – – – – – – – – – – – – – – – – – – – – – – – – – – – – – – – – – – – – – – – – – – – – – – – – – – – – – – – – – – – – – – – – – – – – – – – – – – – – – – – – – – – – – – – – – – – – – – – – – – – – – – – – – – – – – – – – – – – – – – – – – – – – – – – – – – – – – – – – – – – – – – – – – – – – – – – – – – – – – – – – – – – – – – – – – – – – – – – – – – – – – – – – – – – – – – – – – – – – – – – – – – – – – – – – – – – – – – – – – – – – – – – – – – – – – – – – – – – – – – – – – – – – – – – – – – – – – – – – – – – – – – – – – – – – – – – – – – – – – – – – – – – – – – – – – – – – – – – – – – – – – – – – – – – – – – – – – – – – – – – – – – – – – – – – – – – – – – – – – – – – – – – – – – – – – – – – – – – – – – – – – – – – – – – – – – – – – – – – – – – – – – – – – – – – – – – – – – – – – – – – – – – – – – – – – – – – – – – – – – – – – – – – – – – – – – – – – – – – – – – – – – – – – – – – – – – – – – – – – – – – – – – – – – – – – – – – – – – – – – – – – – – – – – – – – – – – – – – – – – – – – – – – – – – – – – – – – – – – – – – – – – – – – – – – – – – – – – – – – – – – – – – – – – – – – – – xyxy=(162,1180,282,1492)
body-text: – – – – – – – – – – – – – – – – – – – – – – – – – – – – – – – – – – – – – – – – – – – – – – – – – – – – – – – – – – – – – – – – – – – – – – – – – – – – – – – – – – – – – – – – – – – – – – – – – – – – – – – – – – – – – – – – – – – – – – – – – – – – – – – – – – – – – – – – – – – – – – – – – – – – – – – – – – – – – – – – – – – – – – – – – – – – – – – – – – – – – – – – – – – – – – – – – – – – – – – – – – – – – – – – – – – – – – – – – – – – – – – – – – – – – – – – – – – – – – – – – – – – – – – – – – – – – – – – – – – – – – – – – – – – – – – – – – – – – – – – – – – – – – – – – – – – – – – – – – – – – – – – – – – – – – – – – – – – – – – – – – – – – – – – – – – – – – – – – – – – – – – – – – – – – – – – – – – – – – – – – – – – – – – – – – – – – – – – – – – – – – – – – – – – – – – – – – – – – – – – – – – – – – – – – – – – – – – – – – – – – – – – – – – – – – – – – – – – – – – – – – – – – – – – – – – – – – – – – – – – – – – – – – – – – – – – – – – – – – – – – – – – – – – – – – – – – – – – – – – – – – – – – – – – – – – – – – – – – – – – – – – – – – – – – – – – – – – – – – – – – – – – – – – – – – – – – – – – – – – – – – – – – – – – – – – – – – – – – – – – – – – – – – – – – – – – – – – – – – – – – – – – – – – – – – – – – – – – – – – – – – – – – – – – – – – – – – – – – – – – – – – – – – – – – – – – – – – – – – – – – – – – – – – – – – – – – – – – – – – – – – – – – – – – – – – – – – – – – – – – xyxy=(419,2113,539,2425)
divider xyxy=(572,184,643,185)
body-text: – – – – – – – – – – – – – – – – – – – – – – – – – – – – – – – – – – – – – – – – – – – – – – – – – – – – – – – – – – – – – – – – – – – – – – – – – – – – – – – – – – – – – – – – – – – – – – – – – – – – – – – – – – – – – – – – – – – – – – – – – – – – – – – – – – – – – – – – – – – – – – – – – – – – – – – – – – – – – – – – – – – – – – – – – – – – – – – – – – – – – – – – – – – – – – – – – – – – – – – – – – – – – – – – – – – – – – – – – – – – – – – – – – – – – – – – – – – – – – – – – – – – – – – – – – – – – – – – – – – – – – – – – – – – – – – – – – – – – – – – – – – – – – – – – – – – – – – – – – – – – – – – – – – – – – – – – – – – – – – – – – – – – – – – – – – – – – – – – – – – – – – – – – – – – – – – – – – – – – – – – – – – – – – – – – – – – – – – – – – – – – – – – – – – – – – – – – – – – – – – – – – – – – – – – – – – – – – – – – – – – – – – – – – – – – – – – – – – – – – – – – – – – – – – – – – – – – – – – – – – – – – – – – – – – – – – – – – – – – – – – – – – – – – – – – – – – – – – – – – – – – – – – – – – – – – – – – – – – – – – – – – – – – – – – – – – – – – – – – – – – – – – – – – – – – – – – – – – – – – – – – – – – – – – – – – – – – – – – – – – – – – – – – – – – – – – – – – – – – – – – – – – – – – – – – – – – – – – – – – – – – – – – – – – – – – – – – – – – – – – – – – – – – – – – – – – – – – – – – – – – – – – – – – – – – – – – – – – – – – – – – – – – – – – – – – – – – – – – – – – xyxy=(419,423,539,735)
subhead-remanded-cases: REMANDED CASES. xyxy=(692,773,780,782)
body-text: – – – – – – – – – – – – – – – – – – – – – – – – – – – – – – – – – – – – – – – – – – – – – – – – – – – – – – – – – – – – – – – – – – – – – – – – – – – – – – – – – – – – – – – – – – – – – – – – – – – – – – – – – – – – – – – – – – – – – – – – – – – – – – – – – – – – – – – – – – – – – – – – – – – – – – – – – – – – – – – – – – – – – – – – – – – – – – – – – – – – – – – – – – – – – – – – – – – – – – – – – – – – – – – – – – – – – – – – – – – – – – – – – – – – – – – – – – – – – – – – – – – – – – – – – – – – – – – – – – – – – – – – – – – – – – – – – – – – – – – – – – – – – – – – – – – – – – – – – – – – – – – – – – – – – – – – – – – – – – – – – – – – – – – – – – – – – – – – – – – – – – – – – – – – – – – – – – – – – – – – – – – – – – – – – – – – – – – – – – – – – – – – – – – – – – – – – – – – – – – – – – – – – – – – – – – – – – – – – – – – – – – – – – – – – – – – – – – – – – – – – – – – – – – – – – – – – – – – – – – – – – – – – – – – – – – – – – – – – – – – – – – – – – – – – – – – – – – – – – – – – – – – – – – – – – – – – – – – – – – – – – – – – – – – – – – – – – – – – – – – – – – – – – – – – – – – – – – – – – – – – – – – – – – – – – – – – – – – – – – – – – – – – – – – – – – – – – – – – – – – – – – – – – – – – – – – – – – – – – – – – – – – – – – – – – – – – – – – – – – – – – – – – – – – – – – – – – – – – – – – – – – – – – – – – – – – – – – – – – – – – – – – – – – – – – – – – – – – – – – – xyxy=(34,540,154,854)
subhead-tuesday: TUESDAY, JANUARY 7. xyxy=(302,761,399,770)
newspaper-title: THE DOMINION, SATURDAY, DECEMBER 14, 1907. xyxy=(249,25,713,47)
subhead-insufficient-means: INSUFFICIENT MEANS. xyxy=(684,445,788,455)
headline-hutt-belmont: HUTT BELMONT EXTENSION. xyxy=(34,2228,153,2257)
subhead-no-license: THE NO-LICENSE MOVEMENT. xyxy=(54,857,132,876)
headline-cricket: CRICKET. xyxy=(419,1392,538,1408)
page-number: 7 xyxy=(914,27,925,45)
body-text: – – – – – – – – – – – – – – – – – – – – – – – – – – – – – – – – – – – – – – – – – – – – – – – – – – – – – – – – – – – – – – – – – – – – – – – – – – – – – – – – – – – – – – – – – – – – – – – – – – – – – – – – – – – – – – – – – – – – – – – – – – – – – – – – – – – – – – – – – – – – – – – – – – – – – – – – – – – – – – – – – – – – – – – – – – – – – – – – – – – – – – – – – – – – – – – – – – – – – – – – – – – – – – – – – – – – – – – – – – – – – – – – – – – – – – – – – – – – – – – – – – – – – – – – – – – – – – – – – – – – – – – – – – – – – – – – – – – – – – – – – – – – – – – – – – – – – – – – – – – – – – – – – – – – – – – – – – – – – – – – – – – – – – – – – – – – – – – – – – – – – – – – – – – – – – – – – – – – – – – – – – – – – – – – – – – – – – – – – – – – – – – – – – – – – – – – – – – – – – – – – – – – – – – – – – – – – – – – – – – – – – – – – – – – – – – – – – – – – – – – – – – – – – – – – – – – – – – – – – – – – – – – – – – – – – – – – – – – – – – – – – – – – – – – – – – – – – – – – – – – – – – – – – – – – – – – – – – – – – – – – – – – – – – – – – – – – – – – – – – – – – – – – – – – – – – – – – – – – – – – – – – – – – – – – – – – – – – – – – – – – – – – – – – – – – – – – – – – – – – – – – – – – – – – – – – – – – – – – – – – – – – – – – – – – – – – – – – – – – – – – – – – – – – – – – – – – – – – – – – – – – – – – – – – – – – – – – – – – – – – – – – – – – – – – – – – – – – – – – – – xyxy=(419,1450,539,1762)
headline-supreme-court: SUPREME COURT. xyxy=(548,82,667,98)
subhead-interview: MR. W. H. JUDKINS INTERVIEWED. xyxy=(52,96,136,115)
body-text: – – – – – – – – – – – – – – – – – – – – – – – – – – – – – – – – – – – – – – – – – – – – – – – – – – – – – – – – – – – – – – – – – – – – – – – – – – – – – – – – – – – – – – – – – – – – – – – – – – – – – – – – – – – – – – – – – – – – – – – – – – – – – – – – – – – – – – – – – – – – – – – – – – – – – – – – – – – – – – – – – – – – – – – – – – – – – – – – – – – – – – – – – – – – – – – – – – – – – – – – – – – – – – – – – – – – – – – – – – – – – – – – – – – – – – – – – – – – – – – – – – – – – – – – – – – – – – – – – – – – – – – – – – – – – – – – – – – – – – – – – – – – – – – – – – – – – – – – – – – – – – – – – – – – – – – – – – – – – – – – – – – – – – – – – – – – – – – – – – – – – – – – – – – – – – – – – – – – – – – – – – – – – – – – – – – – – – – – – – – – – – – – – – – – – – – – – – – – – – – – – – – – – – – – – – – – – – – – – – – – – – – – – – – – – – – – – – – – – – – – – – – – – – – – – – – – – – – – – – – – – – – – – – – – – – – – – – – – – – – – – – – – – – – – – – – – – – – – – – – – – – – – – – – – – – – – – – – – – – – – – – – – – – – – – – – – – – – – – – – – – – – – – – – – – – – – – – – – – – – – – – – – – – – – – – – – – – – – – – – – – – – – – – – – – – – – – – – – – – – – – – – – – – – – – – – – – – – – – – – – – – – – – – – – – – – – – – – – – – – – – – – – – – – – – – – – – – – – – – – – – – – – – – – – – – – – – – – – – – – – – – – – – – – – – – – – – – – – – – – – xyxy=(676,1123,796,1436)
body-text: – – – – – – – – – – – – – – – – – – – – – – – – – – – – – – – – – – – – – – – – – – – – – – – – – – – – – – – – – – – – – – – – – – – – – – – – – – – – – – – – – – – – – – – – – – – – – – – – – – – – – – – – – – – – – – – – – – – – – – – – – – – – – – – – – – – – – – – – – – – – – – – – – – – – – – – – – – – – – – – – – – – – – – – – – – – – – – – – – – – – – – – – – – – – – – – – – – – – – – – – – – – – – – – – – – – – – – – – – – – – – – – – – – – – – – – – – – – – – – – – – – – – – – – – – – – – – – – – – – – – – – – – – – – – – – – – – – – – – – – – – – – – – – – – – – – – – – – – – – – – – – – – – – – – – – – – – – – – – – – – – – – – – – – – – – – – – – – – – – – – – – – – – – – – – – – – – – – – – – – – – – – – – – – – – – – – – – – – – – – – – – – – – – – – – – – – – – – – – – – – – – – – – – – – – – – – – – – – – – – – – – – – – – – – – – – – – – – – – – – – – – – – – – – – – – – – – – – – – – – – – – – – – – – – – – – – – – – – – – – – – – – – – – – – – – – – – – – – – – – – – – – – – – – – – – – – – – – – – – – – – – – – – – – – – – – – – – – – – – – – – – – – – – – – – – – – – – – – – – – – – – – – – – – – – – – – – – – – – – – – – – – – – – – – – – – – – – – – – – – – – – – – – – – – – – – – – – – – – – – – – – – – – – – – – – – – – – – – – – – – – – – – – – – – – – – – – – – – – – – – – – – – – – – – – – – – – – – – – – – – – – – – – – – – – – – – – – – – – – – – xyxy=(290,445,411,758)
subhead-fixtures: TO-DAY'S CRICKET FIXTURES. xyxy=(437,1414,521,1434)
divider xyxy=(572,118,643,119)
subhead-magistrate: (Before Mr. W. G. Riddell, S.M.) xyxy=(682,422,790,441)
body-text: – – – – – – – – – – – – – – – – – – – – – – – – – – – – – – – – – – – – – – – – – – – – – – – – – – – – – – – – – – – – – – – – – – – – – – – – – – – – – – – – – – – – – – – – – – – – – – – – – – – – – – – – – – – – – – – – – – – – – – – – – – – – – – – – – – – – – – – – – – – – – – – – – – – – – – – – – – – – – – – – – – – – – – – – – – – – – – – – – – – – – – – – – – – – – – – – – – – – – – – – – – – – – – – – – – – – – – – – – – – – – – – – – – – – – – – – – – – – – – – – – – – – – – – – – – – – – – – – – – – – – – – – – – – – – – – – – – – – – – – – – – – – – – – – – – – – – – – – – – – – – – – – – – – – – – – – – – – – – – – – – – – – – – – – – – – – – – – – – – – – – – – – – – – – – – – – – – – – – – – – – – – – – – – – – – – – – – – – – – – – – – – – – – – – – – – – – – – – – – – – – – – – – – – – – – – – – – – – – – – – – – – – – – – – – – – – – – – – – – – – – – – – – – – – – – – – – – – – – – – – – – – – – – – – – – – – – – – – – – – – – – – – – – – – – – – – – – – – – – – – – – – – – – – – – – – – – – – – – – – – – – – – – – – – – – – – – – – – – – – – – – – – – – – – – – – – – – – – – – – – – – – – – – – – – – – – – – – – – – – – – – – – – – – – – – – – – – – – – – – – – – – – – – – – – – – – – – – – – – – – – – – – – – – – – – – – – – – – – – – – – – – – – – – – – – – – – – – – – – – – – – – – – – – – – – – – – – – – – – – – – – – – – – – – – – – – – – – – – – – – xyxy=(34,2261,154,2573)
headline-law-reports: LAW REPORTS. xyxy=(548,61,667,77)
body-text: – – – – – – – – – – – – – – – – – – – – – – – – – – – – – – – – – – – – – – – – – – – – – – – – – – – – – – – – – – – – – – – – – – – – – – – – – – – – – – – – – – – – – – – – – – – – – – – – – – – – – – – – – – – – – – – – – – – – – – – – – – – – – – – – – – – – – – – – – – – – – – – – – – – – – – – – – – – – – – – – – – – – – – – – – – – – – – – – – – – – – – – – – – – – – – – – – – – – – – – – – – – – – – – – – – – – – – – – – – – – – – – – – – – – – – – – – – – – – – – – – – – – – – – – – – – – – – – – – – – – – – – – – – – – – – – – – – – – – – – – – – – – – – – – – – – – – – – – – – – – – – – – – – – – – – – – – – – – – – – – – – – – – – – – – – – – – – – – – – – – – – – – – – – – – – – – – – – – – – – – – – – – – – – – – – – – – – – – – – – – – – – – – – – – – – – – – – – – – – – – – – – – – – – – – – – – – – – – – – – – – – – – – – – – – – – – – – – – – – – – – – – – – – – – – – – – – – – – – – – – – – – – – – – – – – – – – – – – – – – – – – – – – – – – – – – – – – – – – – – – – – – – – – – – – – – – – – – – – – – – – – – – – – – – – – – – – – – – – – – – – – – – – – – – – – – – – – – – – – – – – – – – – – – – – – – – – – – – – – – – – – – – – – – – – – – – – – – – – – – – – – – – – – – – – – – – – – – – – – – – – – – – – – – – – – – – – – – – – – – – – – – – – – – – – – – – – – – – – – – – – – – – – – – – – – – – – – – – – – – – – – – – – – – – – – – – – – – – – – – – xyxy=(419,1778,539,2090)
body-text: – – – – – – – – – – – – – – – – – – – – – – – – – – – – – – – – – – – – – – – – – – – – – – – – – – – – – – – – – – – – – – – – – – – – – – – – – – – – – – – – – – – – – – – – – – – – – – – – – – – – – – – – – – – – – – – – – – – – – – – – – – – – – – – – – – – – – – – – – – – – – – – – – – – – – – – – – – – – – – – – – – – – – – – – – – – – – – – – – – – – – – – – – – – – – – – – – – – – – – – – – – – – – – – – – – – – – – – – – – – – – – – – – – – – – – – – – – – – – – – – – – – – – – – – – – – – – – – – – – – – – – – – – – – – – – – – – – – – – – – – – – – – – – – – – – – – – – – – – – – – – – – – – – – – – – – – – – – – – – – – – – – – – – – – – – – – – – – – – – – – – – – – – – – – – – – – – – – – – – – – – – – – – – – – – – – – – – – – – – – – – – – – – – – – – – – – – – – – – – – – – – – – – – – – – – – – – – – – – – – – – – – – – – – – – – – – – – – – – – – – – – – – – – – – – – – – – – – – – – – – – – – – – – – – – – – – – – – – – – – – – – – – – – – – – – – – – – – – – – – – – – – – – – – – – – – – – – – – – – – – – – – – – – – – – – – – – – – – – – – – – – – – – – – – – – – – – – – – – – – – – – – – – – – – – – – – – – – – – – – – – – – – – – – – – – – – – – – – – – – – – – – – – – – – – – – – – – – – – – – – – – – – – – – – – – – – – – – – – – – – – – – – – – – – – – – – – – – – – – – – – – – – – – – – – – – – – – – – – – – – – – – – – – – – – – – – – – – – – – – – xyxy=(676,457,796,770)
article-columns xyxy=(34,59,928,2573)
body-text: – – – – – – – – – – – – – – – – – – – – – – – – – – – – – – – – – – – – – – – – – – – – – – – – – – – – – – – – – – – – – – – – – – – – – – – – – – – – – – – – – – – – – – – – – – – – – – – – – – – – – – – – – – – – – – – – – – – – – – – – – – – – – – – – – – – – – – – – – – – – – – – – – – – – – – – – – – – – – – – – – – – – – – – – – – – – – – – – – – – – – – – – – – – – – – – – – – – – – – – – – – – – – – – – – – – – – – – – – – – – – – – – – – – – – – – – – – – – – – – – – – – – – – – – – – – – – – – – – – – – – – – – – – – – – – – – – – – – – – – – – – – – – – – – – – – – – – – – – – – – – – – – – – – – – – – – – – – – – – – – – – – – – – – – – – – – – – – – – – – – – – – – – – – – – – – – – – – – – – – – – – – – – – – – – – – – – – – – – – – – – – – – – – – – – – – – – – – – – – – – – – – – – – – – – – – – – – – – – – – – – – – – – – – – – – – – – – – – – – – – – – – – – – – – – – – – – – – – – – – – – – – – – – – – – – – – – – – – – – – – – – – – – – – – – – – – – – – – – – – – – – – – – – – – – – – – – – – – – – – – – – – – – – – – – – – – – – – – – – – – – – – – – – – – – – – – – – – – – – – – – – – – – – – – – – – – – – – – – – – – – – – – – – – – – – – – – – – – – – – – – – – – – – – – – – – – – – – – – – – – – – – – – – – – – – – – – – – – – – – – – – – – – – – – – – – – – – – – – – – – – – – – – – – – – – – – – – – – – – – – – – – – – – – – – – – – – – – – – – – – xyxy=(290,1429,411,1741)
headline-arbitration-court: ARBITRATION COURT. xyxy=(162,752,281,781)
headline-dental-association: N.Z. DENTAL ASSOCIATION. xyxy=(291,61,410,90)
body-text: – – – – – – – – – – – – – – – – – – – – – – – – – – – – – – – – – – – – – – – – – – – – – – – – – – – – – – – – – – – – – – – – – – – – – – – – – – – – – – – – – – – – – – – – – – – – – – – – – – – – – – – – – – – – – – – – – – – – – – – – – – – – – – – – – – – – – – – – – – – – – – – – – – – – – – – – – – – – – – – – – – – – – – – – – – – – – – – – – – – – – – – – – – – – – – – – – – – – – – – – – – – – – – – – – – – – – – – – – – – – – – – – – – – – – – – – – – – – – – – – – – – – – – – – – – – – – – – – – – – – – – – – – – – – – – – – – – – – – – – – – – – – – – – – – – – – – – – – – – – – – – – – – – – – – – – – – – – – – – – – – – – – – – – – – – – – – – – – – – – – – – – – – – – – – – – – – – – – – – – – – – – – – – – – – – – – – – – – – – – – – – – – – – – – – – – – – – – – – – – – – – – – – – – – – – – – – – – – – – – – – – – – – – – – – – – – – – – – – – – – – – – – – – – – – – – – – – – – – – – – – – – – – – – – – – – – – – – – – – – – – – – – – – – – – – – – – – – – – – – – – – – – – – – – – – – – – – – – – – – – – – – – – – – – – – – – – – – – – – – – – – – – – – – – – – – – – – – – – – – – – – – – – – – – – – – – – – – – – – – – – – – – – – – – – – – – – – – – – – – – – – – – – – – – – – – – – – – – – – – – – – – – – – – – – – – – – – – – – – – – – – – – – – – – – – – – – – – – – – – – – – – – – – – – – – – – – – – – – – – – – – – – – – – – – – – – – – – – – – – – xyxy=(290,2173,411,2485)
column-3 xyxy=(291,59,414,2576)
body-text: – – – – – – – – – – – – – – – – – – – – – – – – – – – – – – – – – – – – – – – – – – – – – – – – – – – – – – – – – – – – – – – – – – – – – – – – – – – – – – – – – – – – – – – – – – – – – – – – – – – – – – – – – – – – – – – – – – – – – – – – – – – – – – – – – – – – – – – – – – – – – – – – – – – – – – – – – – – – – – – – – – – – – – – – – – – – – – – – – – – – – – – – – – – – – – – – – – – – – – – – – – – – – – – – – – – – – – – – – – – – – – – – – – – – – – – – – – – – – – – – – – – – – – – – – – – – – – – – – – – – – – – – – – – – – – – – – – – – – – – – – – – – – – – – – – – – – – – – – – – – – – – – – – – – – – – – – – – – – – – – – – – – – – – – – – – – – – – – – – – – – – – – – – – – – – – – – – – – – – – – – – – – – – – – – – – – – – – – – – – – – – – – – – – – – – – – – – – – – – – – – – – – – – – – – – – – – – – – – – – – – – – – – – – – – – – – – – – – – – – – – – – – – – – – – – – – – – – – – – – – – – – – – – – – – – – – – – – – – – – – – – – – – – – – – – – – – – – – – – – – – – – – – – – – – – – – – – – – – – – – – – – – – – – – – – – – – – – – – – – – – – – – – – – – – – – – – – – – – – – – – – – – – – – – – – – – – – – – – – – – – – – – – – – – – – – – – – – – – – – – – – – – – – – – – – – – – – – – – – – – – – – – – – – – – – – – – – – – – – – – – – – – – – – – – – – – – – – – – – – – – – – – – – – – – – – – – – – – – – – – – – – – – – – – – – – – – – – – – – – – xyxy=(34,213,154,525)
body-text: – – – – – – – – – – – – – – – – – – – – – – – – – – – – – – – – – – – – – – – – – – – – – – – – – – – – – – – – – – – – – – – – – – – – – – – – – – – – – – – – – – – – – – – – – – – – – – – – – – – – – – – – – – – – – – – – – – – – – – – – – – – – – – – – – – – – – – – – – – – – – – – – – – – – – – – – – – – – – – – – – – – – – – – – – – – – – – – – – – – – – – – – – – – – – – – – – – – – – – – – – – – – – – – – – – – – – – – – – – – – – – – – – – – – – – – – – – – – – – – – – – – – – – – – – – – – – – – – – – – – – – – – – – – – – – – – – – – – – – – – – – – – – – – – – – – – – – – – – – – – – – – – – – – – – – – – – – – – – – – – – – – – – – – – – – – – – – – – – – – – – – – – – – – – – – – – – – – – – – – – – – – – – – – – – – – – – – – – – – – – – – – – – – – – – – – – – – – – – – – – – – – – – – – – – – – – – – – – – – – – – – – – – – – – – – – – – – – – – – – – – – – – – – – – – – – – – – – – – – – – – – – – – – – – – – – – – – – – – – – – – – – – – – – – – – – – – – – – – – – – – – – – – – – – – – – – – – – – – – – – – – – – – – – – – – – – – – – – – – – – – – – – – – – – – – – – – – – – – – – – – – – – – – – – – – – – – – – – – – – – – – – – – – – – – – – – – – – – – – – – – – – – – – – – – – – – – – – – – – – – – – – – – – – – – – – – – – – – – – – – – – – – – – – – – – – – – – – – – – – – – – – – – – – – – – – – – – – – – – – – – – – – – – – – – – – – – – – – – – – – xyxy=(162,437,282,750)
